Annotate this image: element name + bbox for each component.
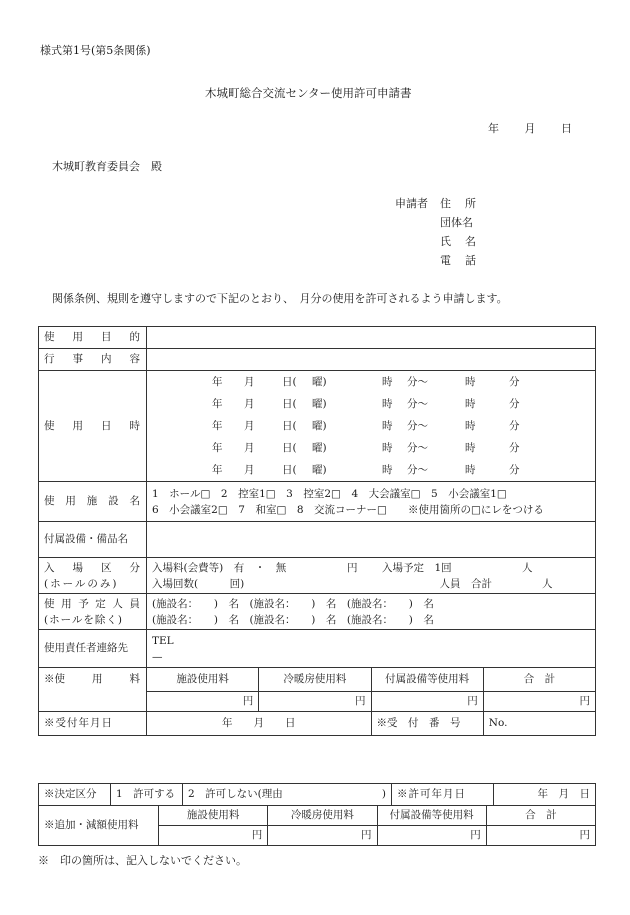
date-year-label: 年 xyxy=(488,122,499,135)
adjust-facility-amount[interactable]: 円 xyxy=(159,826,268,846)
statement: 関係条例、規則を遵守しますので下記のとおり、 月分の使用を許可されるよう申請します。 xyxy=(52,292,508,305)
fee-header-aircon: 冷暖房使用料 xyxy=(259,668,371,692)
date-day-label: 日 xyxy=(561,122,572,135)
event-label: 行 事 内 容 xyxy=(39,349,147,371)
datetime-row: 年 月 日( 曜) 時 分～ 時 分 xyxy=(212,441,520,454)
adjust-header-facility: 施設使用料 xyxy=(159,806,268,826)
fee-header-facility: 施設使用料 xyxy=(147,668,259,692)
applicant-name xyxy=(440,235,476,249)
purpose-field[interactable] xyxy=(147,327,596,349)
contact-label: 使用責任者連絡先 xyxy=(39,630,147,668)
name-char-1: 氏 xyxy=(440,235,451,248)
purpose-label: 使 用 目 的 xyxy=(39,327,147,349)
decision-table xyxy=(38,783,596,806)
applicant-phone xyxy=(440,254,476,268)
event-field[interactable] xyxy=(147,349,596,371)
equipment-field[interactable] xyxy=(147,522,596,558)
datetime-row: 年 月 日( 曜) 時 分～ 時 分 xyxy=(212,397,520,410)
application-table xyxy=(38,326,596,736)
permit-date-label: ※許可年月日 xyxy=(392,784,494,806)
page-title: 木城町総合交流センター使用許可申請書 xyxy=(205,86,412,100)
receipt-date-value[interactable]: 年 月 日 xyxy=(147,712,372,736)
facility-field[interactable] xyxy=(147,482,596,522)
admission-field[interactable]: 入場料(会費等) 有 ・ 無 円 入場予定 1回 人 入場回数( 回) 人員 合計 人 xyxy=(147,558,596,594)
facility-label: 使 用 施 設 名 xyxy=(39,482,147,522)
date-line xyxy=(488,122,572,136)
decision-label: ※決定区分 xyxy=(39,784,111,806)
address-char-2: 所 xyxy=(465,197,476,210)
phone-char-2: 話 xyxy=(465,254,476,267)
applicant-label: 申請者 xyxy=(395,197,428,210)
receipt-number-value[interactable]: No. xyxy=(483,712,595,736)
datetime-row: 年 月 日( 曜) 時 分～ 時 分 xyxy=(212,463,520,476)
applicant-address xyxy=(440,197,476,211)
datetime-row: 年 月 日( 曜) 時 分～ 時 分 xyxy=(212,375,520,388)
footnote: ※ 印の箇所は、記入しないでください。 xyxy=(38,854,247,867)
fee-header-equipment: 付属設備等使用料 xyxy=(371,668,483,692)
applicant-group: 団体名 xyxy=(440,216,473,229)
name-char-2: 名 xyxy=(465,235,476,248)
attendance-field[interactable]: (施設名： ) 名 (施設名： ) 名 (施設名： ) 名 (施設名： ) 名 (施設名： ) 名 (施設名： ) 名 xyxy=(147,594,596,630)
phone-char-1: 電 xyxy=(440,254,451,267)
fee-total-amount[interactable]: 円 xyxy=(483,692,595,712)
attendance-label: 使 用 予 定 人 員 (ホールを除く) xyxy=(39,594,147,630)
receipt-date-label: ※受付年月日 xyxy=(39,712,147,736)
address-char-1: 住 xyxy=(440,197,451,210)
admission-label: 入 場 区 分 (ホールのみ) xyxy=(39,558,147,594)
facility-options-2: 6 小会議室2□ 7 和室□ 8 交流コーナー□ ※使用箇所の□にレをつける xyxy=(152,503,544,516)
fee-label: ※使 用 料 xyxy=(39,668,147,712)
adjustment-label: ※追加・減額使用料 xyxy=(39,806,159,846)
permit-date-value[interactable]: 年 月 日 xyxy=(494,784,596,806)
adjust-equipment-amount[interactable]: 円 xyxy=(377,826,486,846)
adjust-header-aircon: 冷暖房使用料 xyxy=(268,806,377,826)
addressee: 木城町教育委員会 殿 xyxy=(52,160,162,173)
adjustment-table xyxy=(38,805,596,846)
receipt-number-label: ※受 付 番 号 xyxy=(371,712,483,736)
datetime-label: 使 用 日 時 xyxy=(39,371,147,482)
adjust-aircon-amount[interactable]: 円 xyxy=(268,826,377,846)
adjust-header-total: 合 計 xyxy=(486,806,595,826)
decision-approve[interactable]: 1 許可する xyxy=(111,784,183,806)
decision-reject[interactable]: 2 許可しない(理由 ) xyxy=(183,784,392,806)
facility-options-1: 1 ホール□ 2 控室1□ 3 控室2□ 4 大会議室□ 5 小会議室1□ xyxy=(152,487,507,500)
fee-facility-amount[interactable]: 円 xyxy=(147,692,259,712)
contact-field[interactable]: TEL — xyxy=(147,630,596,668)
datetime-field[interactable] xyxy=(147,371,596,482)
fee-equipment-amount[interactable]: 円 xyxy=(371,692,483,712)
date-month-label: 月 xyxy=(524,122,536,135)
form-number: 様式第1号(第5条関係) xyxy=(40,44,151,57)
datetime-row: 年 月 日( 曜) 時 分～ 時 分 xyxy=(212,419,520,432)
adjust-header-equipment: 付属設備等使用料 xyxy=(377,806,486,826)
equipment-label: 付属設備・備品名 xyxy=(39,522,147,558)
fee-aircon-amount[interactable]: 円 xyxy=(259,692,371,712)
datetime-rows xyxy=(147,371,595,481)
fee-header-total: 合 計 xyxy=(483,668,595,692)
adjust-total-amount[interactable]: 円 xyxy=(486,826,595,846)
